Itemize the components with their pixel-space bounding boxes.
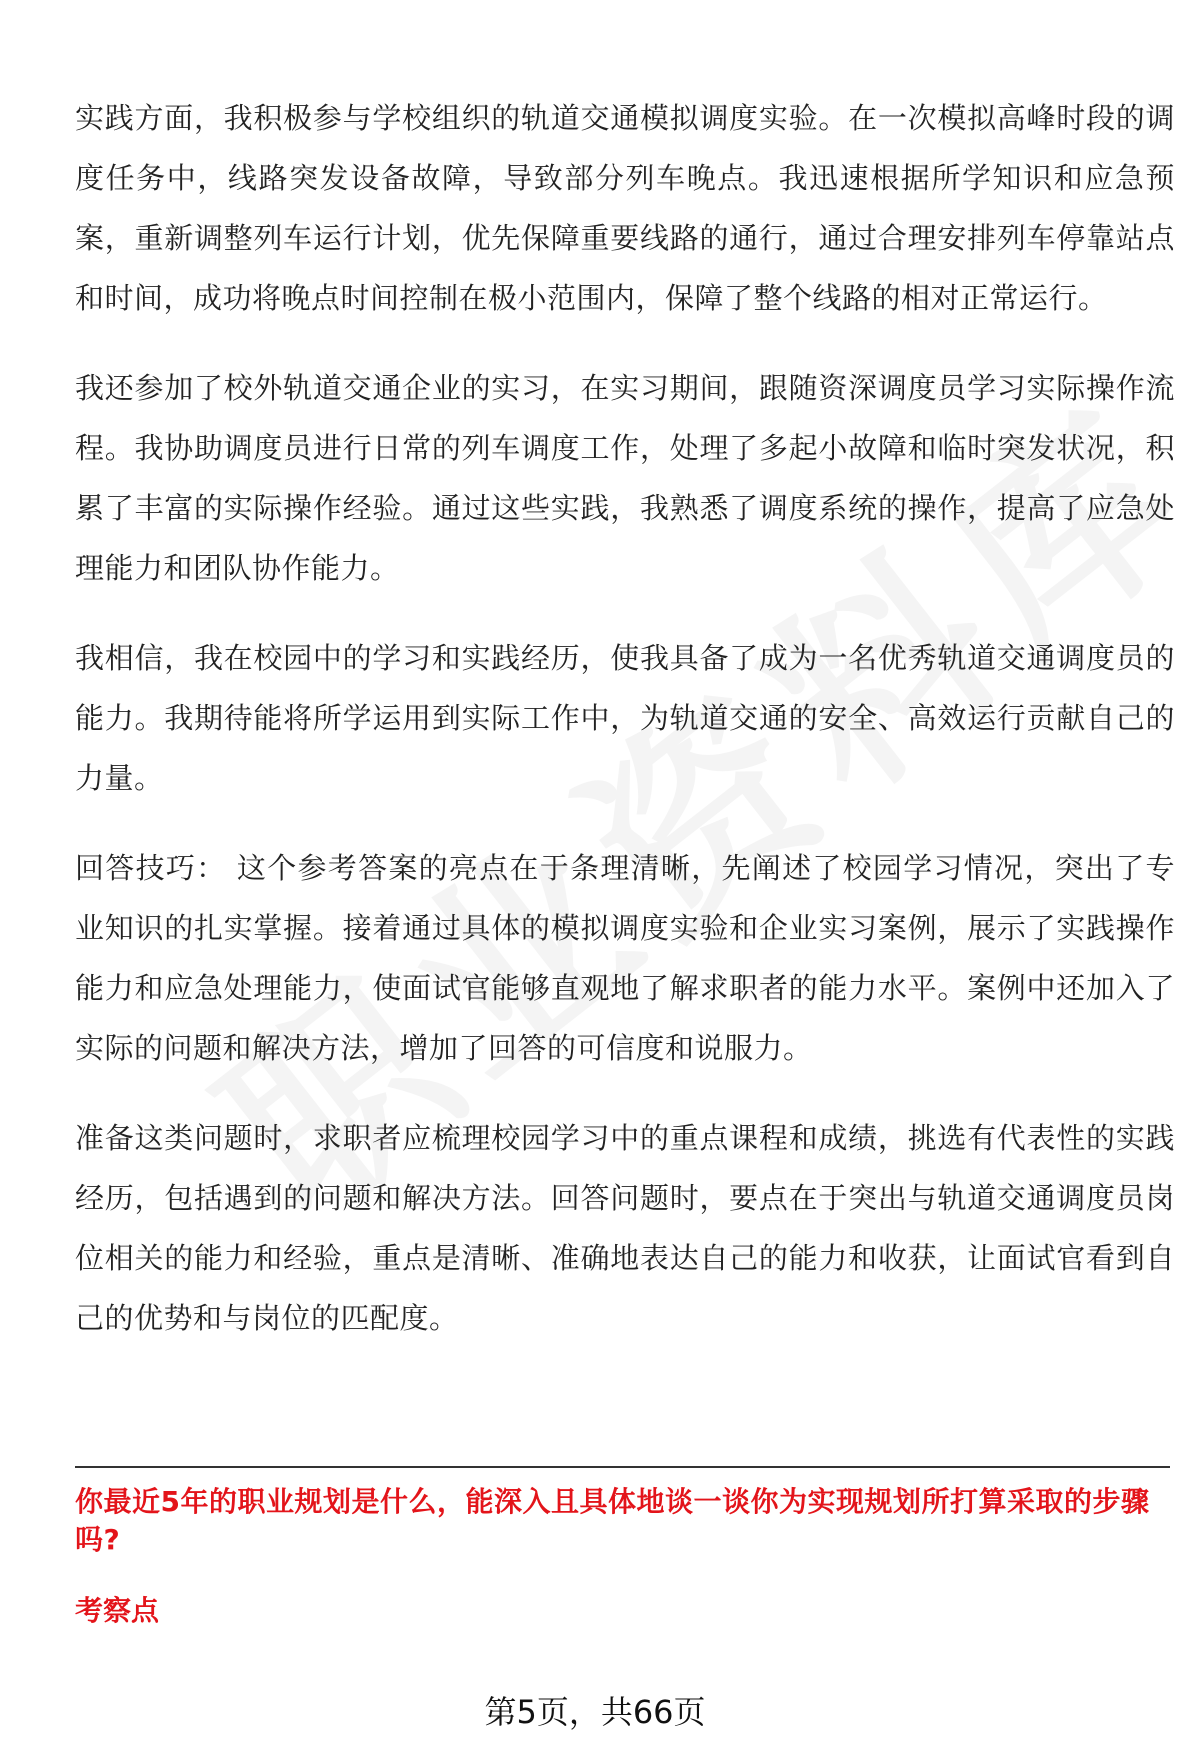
answer-body [75, 88, 1175, 1378]
question-title: 你最近5年的职业规划是什么，能深入且具体地谈一谈你为实现规划所打算采取的步骤吗? [75, 1485, 1150, 1556]
section-divider [75, 1466, 1170, 1468]
paragraph-answer-tips: 回答技巧： 这个参考答案的亮点在于条理清晰，先阐述了校园学习情况，突出了专业知识的扎实掌握。接着通过具体的模拟调度实验和企业实习案例，展示了实践操作能力和应急处理能力，使面试官能够直观地了解求职者的能力水平。案例中还加入了实际的问题和解决方法，增加了回答的可信度和说服力。 [75, 851, 1175, 1065]
page-number: 第5页，共66页 [484, 1693, 706, 1731]
paragraph-internship: 我还参加了校外轨道交通企业的实习，在实习期间，跟随资深调度员学习实际操作流程。我协助调度员进行日常的列车调度工作，处理了多起小故障和临时突发状况，积累了丰富的实际操作经验。通过这些实践，我熟悉了调度系统的操作，提高了应急处理能力和团队协作能力。 [75, 371, 1175, 585]
paragraph-practice: 实践方面，我积极参与学校组织的轨道交通模拟调度实验。在一次模拟高峰时段的调度任务中，线路突发设备故障，导致部分列车晚点。我迅速根据所学知识和应急预案，重新调整列车运行计划，优先保障重要线路的通行，通过合理安排列车停靠站点和时间，成功将晚点时间控制在极小范围内，保障了整个线路的相对正常运行。 [75, 101, 1175, 315]
paragraph-conclusion: 我相信，我在校园中的学习和实践经历，使我具备了成为一名优秀轨道交通调度员的能力。我期待能将所学运用到实际工作中，为轨道交通的安全、高效运行贡献自己的力量。 [75, 641, 1175, 795]
paragraph-preparation: 准备这类问题时，求职者应梳理校园学习中的重点课程和成绩，挑选有代表性的实践经历，包括遇到的问题和解决方法。回答问题时，要点在于突出与轨道交通调度员岗位相关的能力和经验，重点是清晰、准确地表达自己的能力和收获，让面试官看到自己的优势和与岗位的匹配度。 [75, 1121, 1175, 1335]
assessment-points-heading: 考察点 [75, 1594, 160, 1627]
